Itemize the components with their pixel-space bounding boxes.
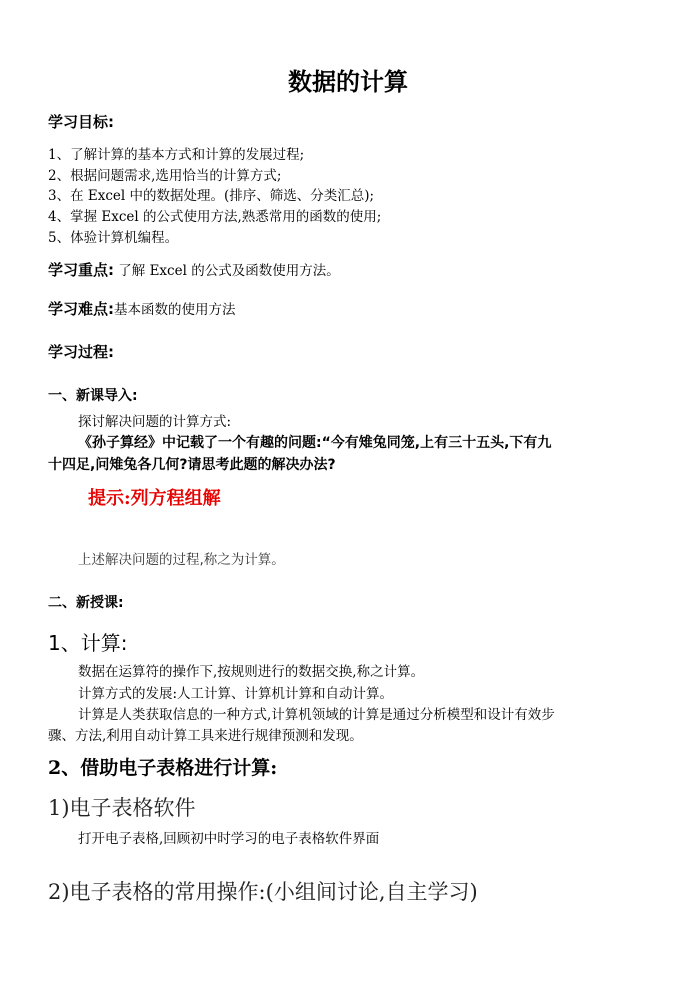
sub1-line-1: 数据在运算符的操作下,按规则进行的数据交换,称之计算。	[78, 664, 425, 680]
objectives-heading: 学习目标:	[48, 113, 114, 131]
part1-text: 打开电子表格,回顾初中时学习的电子表格软件界面	[78, 831, 380, 847]
section1-heading: 一、新课导入:	[48, 388, 138, 404]
section1-intro: 探讨解决问题的计算方式:	[78, 414, 232, 430]
sub1-heading: 1、计算:	[48, 631, 128, 655]
key-point-line	[48, 259, 340, 280]
section2-heading: 二、新授课:	[48, 595, 124, 611]
objective-item-5: 5、体验计算机编程。	[48, 230, 179, 246]
section1-summary: 上述解决问题的过程,称之为计算。	[78, 552, 285, 568]
sub1-line-4: 骤、方法,利用自动计算工具来进行规律预测和发现。	[48, 728, 363, 744]
sub2-heading: 2、借助电子表格进行计算:	[48, 757, 278, 779]
problem-line-1: 《孙子算经》中记载了一个有趣的问题:“今有雉兔同笼,上有三十五头,下有九	[78, 435, 552, 451]
difficulty-label: 学习难点:	[48, 300, 114, 318]
difficulty-text: 基本函数的使用方法	[114, 302, 236, 318]
objective-item-1: 1、了解计算的基本方式和计算的发展过程;	[48, 147, 305, 163]
key-point-text: 了解 Excel 的公式及函数使用方法。	[114, 263, 340, 279]
part2-heading: 2)电子表格的常用操作:(小组间讨论,自主学习)	[48, 880, 478, 904]
objective-item-4: 4、掌握 Excel 的公式使用方法,熟悉常用的函数的使用;	[48, 209, 382, 225]
difficulty-line	[48, 298, 236, 319]
page-title: 数据的计算	[288, 68, 408, 96]
hint-text: 提示:列方程组解	[88, 488, 221, 509]
part1-heading: 1)电子表格软件	[48, 796, 196, 820]
sub1-line-2: 计算方式的发展:人工计算、计算机计算和自动计算。	[78, 686, 394, 702]
objective-item-3: 3、在 Excel 中的数据处理。(排序、筛选、分类汇总);	[48, 188, 375, 204]
key-point-label: 学习重点:	[48, 261, 114, 279]
sub1-line-3: 计算是人类获取信息的一种方式,计算机领域的计算是通过分析模型和设计有效步	[78, 707, 555, 723]
problem-line-2: 十四足,问雉兔各几何?请思考此题的解决办法?	[48, 457, 336, 473]
process-heading: 学习过程:	[48, 343, 114, 361]
objective-item-2: 2、根据问题需求,选用恰当的计算方式;	[48, 168, 282, 184]
